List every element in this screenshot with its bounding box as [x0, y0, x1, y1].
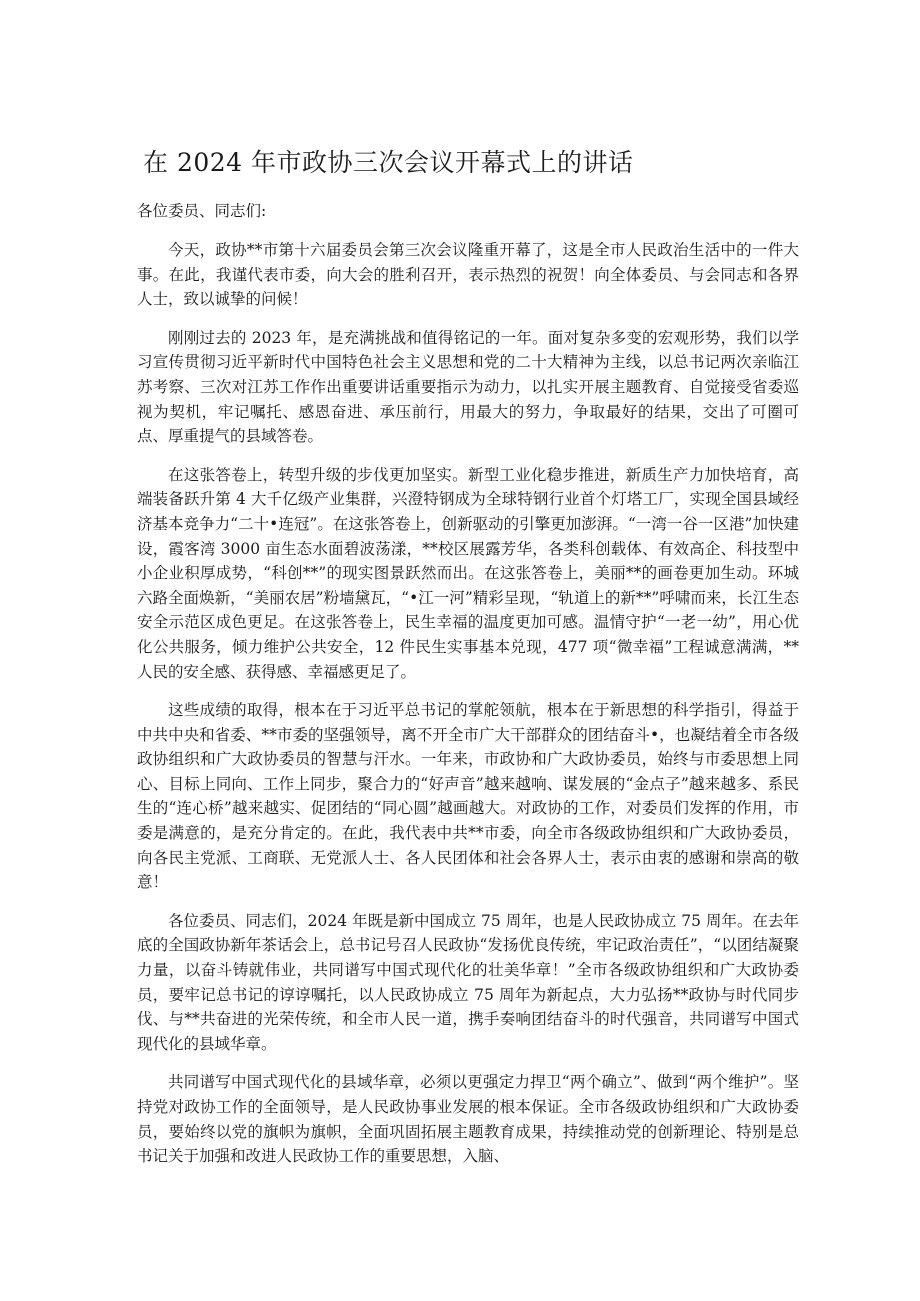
paragraph-2: 刚刚过去的 2023 年，是充满挑战和值得铭记的一年。面对复杂多变的宏观形势，我们以学习宣传贯彻习近平新时代中国特色社会主义思想和党的二十大精神为主线，以总书记两次亲临江苏考察、三次对江苏工作作出重要讲话重要指示为动力，以扎实开展主题教育、自觉接受省委巡视为契机，牢记嘱托、感恩奋进、承压前行，用最大的努力，争取最好的结果，交出了可圈可点、厚重提气的县域答卷。: [137, 328, 799, 446]
document-page: [137, 146, 799, 1169]
document-title: 在 2024 年市政协三次会议开幕式上的讲话: [143, 148, 634, 177]
paragraph-4: 这些成绩的取得，根本在于习近平总书记的掌舵领航，根本在于新思想的科学指引，得益于中共中央和省委、**市委的坚强领导，离不开全市广大干部群众的团结奋斗•，也凝结着全市各级政协组织和广大政协委员的智慧与汗水。一年来，市政协和广大政协委员，始终与市委思想上同心、目标上同向、工作上同步，聚合力的“好声音”越来越响、谋发展的“金点子”越来越多、系民生的“连心桥”越来越实、促团结的“同心圆”越画越大。对政协的工作，对委员们发挥的作用，市委是满意的，是充分肯定的。在此，我代表中共**市委，向全市各级政协组织和广大政协委员，向各民主党派、工商联、无党派人士、各人民团体和社会各界人士，表示由衷的感谢和崇高的敬意！: [137, 701, 799, 892]
paragraph-6: 共同谱写中国式现代化的县域华章，必须以更强定力捍卫“两个确立”、做到“两个维护”。坚持党对政协工作的全面领导，是人民政协事业发展的根本保证。全市各级政协组织和广大政协委员，要始终以党的旗帜为旗帜，全面巩固拓展主题教育成果，持续推动党的创新理论、特别是总书记关于加强和改进人民政协工作的重要思想，入脑、: [137, 1073, 799, 1166]
paragraph-3: 在这张答卷上，转型升级的步伐更加坚实。新型工业化稳步推进，新质生产力加快培育，高端装备跃升第 4 大千亿级产业集群，兴澄特钢成为全球特钢行业首个灯塔工厂，实现全国县域经济基本竞争力“二十•连冠”。在这张答卷上，创新驱动的引擎更加澎湃。“一湾一谷一区港”加快建设，霞客湾 3000 亩生态水面碧波荡漾，**校区展露芳华，各类科创载体、有效高企、科技型中小企业积厚成势，“科创**”的现实图景跃然而出。在这张答卷上，美丽**的画卷更加生动。环城六路全面焕新，“美丽农居”粉墙黛瓦，“•江一河”精彩呈现，“轨道上的新**”呼啸而来，长江生态安全示范区成色更足。在这张答卷上，民生幸福的温度更加可感。温情守护“一老一幼”，用心优化公共服务，倾力维护公共安全，12 件民生实事基本兑现，477 项“微幸福”工程诚意满满，**人民的安全感、获得感、幸福感更足了。: [137, 465, 799, 681]
paragraph-1: 今天，政协**市第十六届委员会第三次会议隆重开幕了，这是全市人民政治生活中的一件大事。在此，我谨代表市委，向大会的胜利召开，表示热烈的祝贺！向全体委员、与会同志和各界人士，致以诚挚的问候！: [137, 241, 799, 309]
paragraph-5: 各位委员、同志们，2024 年既是新中国成立 75 周年，也是人民政协成立 75 周年。在去年底的全国政协新年茶话会上，总书记号召人民政协“发扬优良传统，牢记政治责任”，“以团结凝聚力量，以奋斗铸就伟业，共同谱写中国式现代化的壮美华章！”全市各级政协组织和广大政协委员，要牢记总书记的谆谆嘱托，以人民政协成立 75 周年为新起点，大力弘扬**政协与时代同步伐、与**共奋进的光荣传统，和全市人民一道，携手奏响团结奋斗的时代强音，共同谱写中国式现代化的县域华章。: [137, 911, 799, 1053]
salutation: 各位委员、同志们:: [137, 202, 267, 220]
